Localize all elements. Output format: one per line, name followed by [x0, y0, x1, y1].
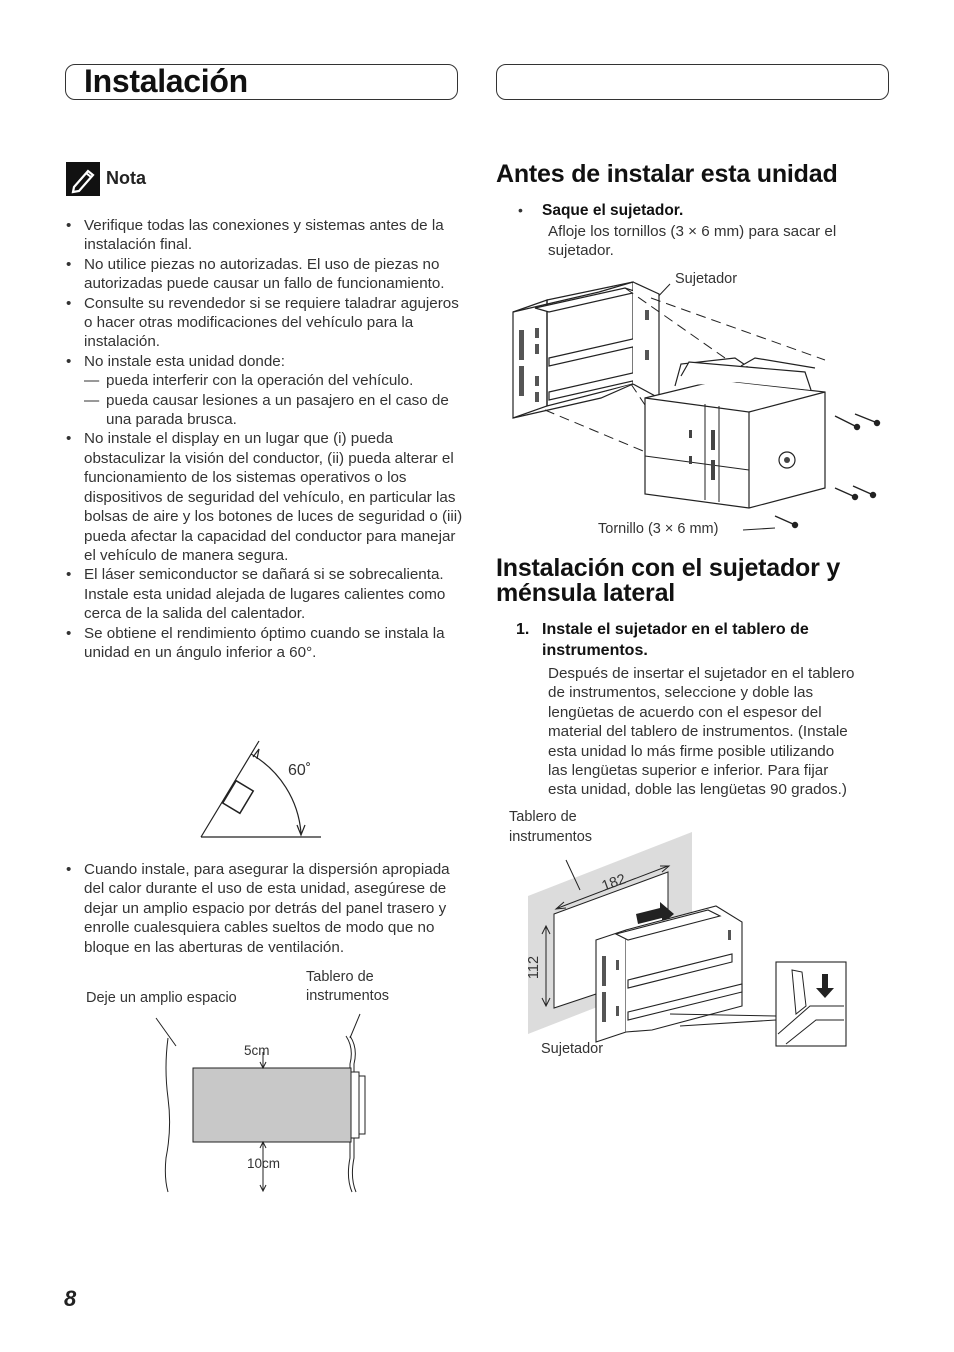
dim-height: 112: [526, 955, 543, 980]
holder-dashboard-diagram: [520, 830, 850, 1060]
ventilation-note: [66, 860, 466, 957]
step-title-line2: instrumentos.: [542, 642, 648, 659]
remove-step-title: Saque el sujetador.: [542, 202, 684, 219]
gap-top-label: 5cm: [244, 1043, 270, 1058]
dash-mark: —: [84, 391, 100, 409]
dash-mark: —: [84, 372, 100, 390]
label-sujetador-2: Sujetador: [541, 1041, 604, 1057]
page-title: Instalación: [84, 63, 248, 99]
list-item: • No utilice piezas no autorizadas. El uso de piezas no autorizadas puede causar un fallo de funcionamiento.: [66, 255, 466, 294]
step-text-line: Después de insertar el sujetador en el tablero: [548, 665, 855, 682]
list-item: • Se obtiene el rendimiento óptimo cuando se instala la unidad en un ángulo inferior a 60°.: [66, 624, 466, 663]
list-item: • Verifique todas las conexiones y sistemas antes de la instalación final.: [66, 216, 466, 255]
note-icon: [66, 162, 100, 196]
step-text-line: de instrumentos, seleccione y doble las: [548, 684, 814, 702]
list-item: • Cuando instale, para asegurar la dispersión apropiada del calor durante el uso de esta unidad, asegúrese de dejar un amplio espacio por detrás del panel trasero y enrolle cualesquiera cables sueltos de modo que no bloque en las aberturas de ventilación.: [66, 860, 466, 957]
remove-step-text-2: sujetador.: [548, 242, 614, 259]
note-list: [66, 216, 466, 662]
step-text-line: material del tablero de instrumentos. (Instale: [548, 723, 848, 741]
gap-bottom-label: 10cm: [247, 1156, 281, 1171]
remove-step-text-1: Afloje los tornillos (3 × 6 mm) para sacar el: [548, 223, 837, 240]
label-tablero-line2: instrumentos: [509, 829, 593, 845]
list-item: [66, 352, 466, 430]
step-number: 1.: [516, 621, 530, 638]
list-item: • El láser semiconductor se dañará si se sobrecalienta. Instale esta unidad alejada de lugares calientes como cerca de la salida del calentador.: [66, 565, 466, 623]
heading-line: Instalación con el sujetador y: [496, 554, 841, 582]
angle-diagram: [195, 735, 335, 845]
list-item: • No instale el display en un lugar que (i) pueda obstaculizar la visión del conductor, (ii) pueda alterar el funcionamiento de los sistemas operativos o los dispositivos de seguridad del vehículo, en particular las bolsas de aire y los botones de luces de seguridad o (iii) pueda afectar la capacidad del conductor para manejar el vehículo de manera segura.: [66, 429, 466, 565]
dashboard-label-line1: Tablero de: [306, 969, 374, 985]
bullet-dot: •: [518, 202, 523, 218]
dim-width: 182: [599, 871, 629, 895]
step-text-line: esta unidad lo más firme posible utilizando: [548, 742, 835, 760]
heading-line: ménsula lateral: [496, 579, 676, 607]
heading-before-install: Antes de instalar esta unidad: [496, 160, 838, 188]
holder-exploded-diagram: [505, 280, 905, 530]
step-text: [548, 664, 893, 800]
step-text-line: lengüetas de acuerdo con el espesor del: [548, 703, 822, 721]
label-sujetador: Sujetador: [675, 271, 738, 287]
sub-item: pueda causar lesiones a un pasajero en el caso de una parada brusca.: [106, 391, 449, 429]
angle-label: 60˚: [288, 762, 312, 779]
label-tablero-line1: Tablero de: [509, 809, 577, 825]
page-number: 8: [64, 1286, 77, 1311]
step-text-line: esta unidad, doble las lengüetas 90 grados.): [548, 781, 847, 799]
sub-item: pueda interferir con la operación del vehículo.: [106, 372, 414, 390]
list-item: • Consulte su revendedor si se requiere taladrar agujeros o hacer otras modificaciones del vehículo para la instalación.: [66, 294, 466, 352]
note-label: Nota: [106, 168, 146, 188]
heading-install-holder: [496, 556, 840, 606]
list-item-text: No instale esta unidad donde:: [84, 352, 285, 370]
step-title-line1: Instale el sujetador en el tablero de: [542, 621, 809, 638]
section-header-box-right: [496, 64, 889, 100]
dashboard-label-line2: instrumentos: [306, 988, 390, 1004]
space-label: Deje un amplio espacio: [86, 990, 237, 1006]
step-text-line: las lengüetas superior e inferior. Para fijar: [548, 762, 829, 780]
label-tornillo: Tornillo (3 × 6 mm): [598, 521, 719, 537]
